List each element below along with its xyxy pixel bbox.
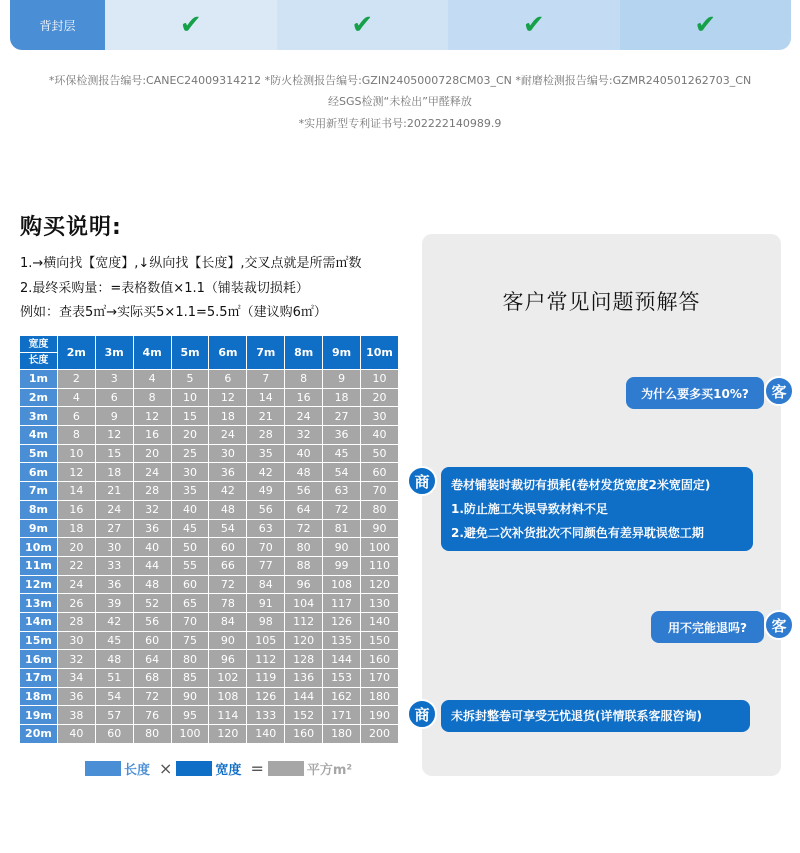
table-cell: 45 xyxy=(171,519,209,538)
table-cell: 136 xyxy=(285,669,323,688)
table-cell: 144 xyxy=(323,650,361,669)
table-cell: 24 xyxy=(285,407,323,426)
table-cell: 25 xyxy=(171,444,209,463)
corner-width-label: 宽度 xyxy=(20,337,57,353)
table-cell: 20 xyxy=(171,426,209,445)
table-cell: 10 xyxy=(361,370,399,389)
table-cell: 90 xyxy=(361,519,399,538)
table-cell: 56 xyxy=(133,612,171,631)
row-header: 12m xyxy=(20,575,58,594)
band-cell xyxy=(620,0,792,50)
row-header: 4m xyxy=(20,426,58,445)
faq-answer-2: 未拆封整卷可享受无忧退货(详情联系客服咨询) xyxy=(441,700,750,732)
table-cell: 27 xyxy=(95,519,133,538)
table-cell: 99 xyxy=(323,556,361,575)
table-cell: 15 xyxy=(95,444,133,463)
table-cell: 126 xyxy=(323,612,361,631)
table-cell: 70 xyxy=(247,538,285,557)
table-cell: 15 xyxy=(171,407,209,426)
table-cell: 30 xyxy=(361,407,399,426)
table-row xyxy=(20,594,399,613)
table-cell: 40 xyxy=(133,538,171,557)
table-cell: 81 xyxy=(323,519,361,538)
table-cell: 119 xyxy=(247,669,285,688)
table-cell: 45 xyxy=(95,631,133,650)
row-header: 9m xyxy=(20,519,58,538)
table-cell: 32 xyxy=(133,500,171,519)
table-cell: 24 xyxy=(57,575,95,594)
corner-length-label: 长度 xyxy=(28,354,49,366)
col-header: 9m xyxy=(323,336,361,370)
table-cell: 49 xyxy=(247,482,285,501)
cert-note-line3: *实用新型专利证书号:202222140989.9 xyxy=(298,117,502,130)
table-cell: 48 xyxy=(285,463,323,482)
check-icon: ✔ xyxy=(351,10,374,40)
table-cell: 9 xyxy=(95,407,133,426)
table-row xyxy=(20,631,399,650)
table-cell: 96 xyxy=(209,650,247,669)
table-row xyxy=(20,687,399,706)
table-cell: 180 xyxy=(361,687,399,706)
table-row xyxy=(20,538,399,557)
table-row xyxy=(20,575,399,594)
table-cell: 60 xyxy=(95,725,133,744)
table-cell: 190 xyxy=(361,706,399,725)
table-cell: 54 xyxy=(323,463,361,482)
table-corner xyxy=(20,336,58,370)
table-cell: 160 xyxy=(285,725,323,744)
table-cell: 28 xyxy=(247,426,285,445)
table-cell: 36 xyxy=(95,575,133,594)
table-cell: 12 xyxy=(57,463,95,482)
table-cell: 60 xyxy=(133,631,171,650)
faq-question-2: 用不完能退吗? xyxy=(651,611,764,643)
table-cell: 64 xyxy=(133,650,171,669)
table-cell: 40 xyxy=(57,725,95,744)
table-cell: 14 xyxy=(247,388,285,407)
col-header: 5m xyxy=(171,336,209,370)
band-label: 背封层 xyxy=(10,0,105,50)
table-cell: 26 xyxy=(57,594,95,613)
row-header: 8m xyxy=(20,500,58,519)
table-row xyxy=(20,725,399,744)
table-cell: 88 xyxy=(285,556,323,575)
row-header: 18m xyxy=(20,687,58,706)
col-header: 4m xyxy=(133,336,171,370)
customer-icon: 客 xyxy=(764,610,794,640)
table-cell: 135 xyxy=(323,631,361,650)
table-cell: 108 xyxy=(323,575,361,594)
table-cell: 7 xyxy=(247,370,285,389)
table-row xyxy=(20,706,399,725)
table-cell: 6 xyxy=(57,407,95,426)
table-cell: 133 xyxy=(247,706,285,725)
table-cell: 160 xyxy=(361,650,399,669)
table-row xyxy=(20,407,399,426)
table-cell: 50 xyxy=(171,538,209,557)
table-cell: 12 xyxy=(209,388,247,407)
table-cell: 30 xyxy=(209,444,247,463)
table-cell: 104 xyxy=(285,594,323,613)
row-header: 10m xyxy=(20,538,58,557)
table-row xyxy=(20,482,399,501)
table-cell: 117 xyxy=(323,594,361,613)
table-cell: 120 xyxy=(209,725,247,744)
row-header: 19m xyxy=(20,706,58,725)
table-row xyxy=(20,519,399,538)
table-cell: 18 xyxy=(57,519,95,538)
table-cell: 64 xyxy=(285,500,323,519)
row-header: 20m xyxy=(20,725,58,744)
table-cell: 77 xyxy=(247,556,285,575)
table-cell: 40 xyxy=(285,444,323,463)
table-cell: 24 xyxy=(95,500,133,519)
table-cell: 170 xyxy=(361,669,399,688)
table-cell: 30 xyxy=(171,463,209,482)
feature-comparison-band xyxy=(10,0,791,50)
table-cell: 150 xyxy=(361,631,399,650)
legend-equals: = xyxy=(250,759,264,778)
table-cell: 36 xyxy=(57,687,95,706)
table-cell: 20 xyxy=(361,388,399,407)
buy-example: 例如：查表5㎡→实际买5×1.1=5.5㎡（建议购6㎡） xyxy=(20,305,327,320)
table-cell: 48 xyxy=(133,575,171,594)
table-cell: 57 xyxy=(95,706,133,725)
table-cell: 80 xyxy=(285,538,323,557)
faq-question-1: 为什么要多买10%? xyxy=(626,377,764,409)
table-cell: 200 xyxy=(361,725,399,744)
faq-title: 客户常见问题预解答 xyxy=(502,290,701,314)
table-cell: 171 xyxy=(323,706,361,725)
table-cell: 65 xyxy=(171,594,209,613)
table-cell: 35 xyxy=(171,482,209,501)
table-cell: 63 xyxy=(323,482,361,501)
table-cell: 80 xyxy=(361,500,399,519)
row-header: 17m xyxy=(20,669,58,688)
table-cell: 42 xyxy=(209,482,247,501)
table-row xyxy=(20,370,399,389)
table-cell: 98 xyxy=(247,612,285,631)
table-row xyxy=(20,669,399,688)
table-cell: 72 xyxy=(285,519,323,538)
table-cell: 162 xyxy=(323,687,361,706)
row-header: 15m xyxy=(20,631,58,650)
table-cell: 8 xyxy=(133,388,171,407)
table-cell: 36 xyxy=(209,463,247,482)
row-header: 3m xyxy=(20,407,58,426)
table-cell: 72 xyxy=(323,500,361,519)
legend-area: 平方m² xyxy=(306,763,353,778)
table-cell: 105 xyxy=(247,631,285,650)
table-cell: 24 xyxy=(133,463,171,482)
table-cell: 60 xyxy=(171,575,209,594)
table-cell: 72 xyxy=(133,687,171,706)
table-cell: 40 xyxy=(361,426,399,445)
width-swatch xyxy=(176,761,212,776)
table-cell: 110 xyxy=(361,556,399,575)
table-row xyxy=(20,463,399,482)
table-cell: 8 xyxy=(57,426,95,445)
table-cell: 95 xyxy=(171,706,209,725)
table-cell: 8 xyxy=(285,370,323,389)
table-cell: 112 xyxy=(285,612,323,631)
table-cell: 24 xyxy=(209,426,247,445)
table-cell: 55 xyxy=(171,556,209,575)
table-cell: 84 xyxy=(247,575,285,594)
col-header: 3m xyxy=(95,336,133,370)
table-header-row xyxy=(20,336,399,370)
table-cell: 16 xyxy=(133,426,171,445)
table-cell: 18 xyxy=(95,463,133,482)
table-cell: 70 xyxy=(361,482,399,501)
row-header: 7m xyxy=(20,482,58,501)
table-cell: 48 xyxy=(95,650,133,669)
table-cell: 30 xyxy=(57,631,95,650)
col-header: 6m xyxy=(209,336,247,370)
table-cell: 80 xyxy=(133,725,171,744)
table-cell: 38 xyxy=(57,706,95,725)
table-cell: 28 xyxy=(133,482,171,501)
area-swatch xyxy=(268,761,304,776)
legend-width: 宽度 xyxy=(215,763,242,778)
table-cell: 6 xyxy=(95,388,133,407)
table-cell: 75 xyxy=(171,631,209,650)
table-cell: 54 xyxy=(95,687,133,706)
table-cell: 102 xyxy=(209,669,247,688)
cert-note-line1: *环保检测报告编号:CANEC24009314212 *防火检测报告编号:GZIN2405000728CM03_CN *耐磨检测报告编号:GZMR240501262703_CN xyxy=(48,74,752,87)
table-cell: 12 xyxy=(95,426,133,445)
table-cell: 72 xyxy=(209,575,247,594)
merchant-icon: 商 xyxy=(407,466,437,496)
table-cell: 100 xyxy=(361,538,399,557)
table-cell: 52 xyxy=(133,594,171,613)
table-cell: 90 xyxy=(323,538,361,557)
table-cell: 12 xyxy=(133,407,171,426)
table-cell: 66 xyxy=(209,556,247,575)
table-cell: 140 xyxy=(247,725,285,744)
row-header: 13m xyxy=(20,594,58,613)
row-header: 6m xyxy=(20,463,58,482)
table-cell: 40 xyxy=(171,500,209,519)
check-icon: ✔ xyxy=(522,10,545,40)
table-row xyxy=(20,650,399,669)
table-cell: 84 xyxy=(209,612,247,631)
faq-answer-1 xyxy=(441,467,753,551)
table-cell: 56 xyxy=(285,482,323,501)
table-cell: 130 xyxy=(361,594,399,613)
table-row xyxy=(20,556,399,575)
table-cell: 128 xyxy=(285,650,323,669)
table-row xyxy=(20,426,399,445)
table-cell: 42 xyxy=(95,612,133,631)
legend-times: × xyxy=(159,759,173,778)
band-cell xyxy=(105,0,277,50)
table-cell: 18 xyxy=(323,388,361,407)
table-cell: 68 xyxy=(133,669,171,688)
table-cell: 4 xyxy=(133,370,171,389)
table-cell: 180 xyxy=(323,725,361,744)
col-header: 10m xyxy=(361,336,399,370)
answer-1-line-2: 1.防止施工失误导致材料不足 xyxy=(451,502,608,516)
customer-icon: 客 xyxy=(764,376,794,406)
buy-rule-1: 1.→横向找【宽度】,↓纵向找【长度】,交叉点就是所需㎡数 xyxy=(20,256,362,271)
table-cell: 21 xyxy=(247,407,285,426)
table-row xyxy=(20,388,399,407)
table-cell: 85 xyxy=(171,669,209,688)
table-cell: 10 xyxy=(171,388,209,407)
col-header: 8m xyxy=(285,336,323,370)
table-cell: 140 xyxy=(361,612,399,631)
table-cell: 3 xyxy=(95,370,133,389)
table-body xyxy=(20,370,399,744)
table-cell: 6 xyxy=(209,370,247,389)
table-cell: 35 xyxy=(247,444,285,463)
table-cell: 14 xyxy=(57,482,95,501)
table-cell: 70 xyxy=(171,612,209,631)
check-icon: ✔ xyxy=(179,10,202,40)
cert-note-line2: 经SGS检测“未检出”甲醛释放 xyxy=(328,95,472,108)
table-cell: 76 xyxy=(133,706,171,725)
merchant-icon: 商 xyxy=(407,699,437,729)
table-cell: 48 xyxy=(209,500,247,519)
table-cell: 21 xyxy=(95,482,133,501)
table-row xyxy=(20,500,399,519)
check-icon: ✔ xyxy=(694,10,717,40)
table-cell: 60 xyxy=(361,463,399,482)
table-cell: 18 xyxy=(209,407,247,426)
row-header: 11m xyxy=(20,556,58,575)
faq-panel xyxy=(414,234,787,776)
legend-length: 长度 xyxy=(124,763,151,778)
table-cell: 90 xyxy=(209,631,247,650)
table-cell: 45 xyxy=(323,444,361,463)
row-header: 1m xyxy=(20,370,58,389)
table-row xyxy=(20,444,399,463)
row-header: 16m xyxy=(20,650,58,669)
table-cell: 144 xyxy=(285,687,323,706)
table-cell: 100 xyxy=(171,725,209,744)
row-header: 2m xyxy=(20,388,58,407)
answer-1-line-3: 2.避免二次补货批次不同颜色有差异耽误您工期 xyxy=(451,526,704,540)
table-cell: 56 xyxy=(247,500,285,519)
table-cell: 91 xyxy=(247,594,285,613)
table-cell: 5 xyxy=(171,370,209,389)
table-cell: 50 xyxy=(361,444,399,463)
table-cell: 30 xyxy=(95,538,133,557)
table-cell: 20 xyxy=(57,538,95,557)
buy-rule-2: 2.最终采购量：=表格数值×1.1（铺装裁切损耗） xyxy=(20,281,309,296)
table-cell: 4 xyxy=(57,388,95,407)
table-cell: 63 xyxy=(247,519,285,538)
table-cell: 36 xyxy=(323,426,361,445)
buy-instructions-title: 购买说明: xyxy=(20,215,122,240)
table-cell: 33 xyxy=(95,556,133,575)
table-cell: 27 xyxy=(323,407,361,426)
table-cell: 126 xyxy=(247,687,285,706)
table-cell: 152 xyxy=(285,706,323,725)
col-header: 2m xyxy=(57,336,95,370)
table-cell: 78 xyxy=(209,594,247,613)
table-cell: 112 xyxy=(247,650,285,669)
table-cell: 22 xyxy=(57,556,95,575)
table-cell: 32 xyxy=(285,426,323,445)
area-lookup-table xyxy=(19,335,399,744)
table-cell: 108 xyxy=(209,687,247,706)
table-cell: 153 xyxy=(323,669,361,688)
col-header: 7m xyxy=(247,336,285,370)
table-cell: 80 xyxy=(171,650,209,669)
table-cell: 10 xyxy=(57,444,95,463)
table-cell: 114 xyxy=(209,706,247,725)
table-cell: 2 xyxy=(57,370,95,389)
table-cell: 28 xyxy=(57,612,95,631)
table-cell: 60 xyxy=(209,538,247,557)
table-cell: 16 xyxy=(57,500,95,519)
table-cell: 90 xyxy=(171,687,209,706)
table-cell: 39 xyxy=(95,594,133,613)
row-header: 14m xyxy=(20,612,58,631)
length-swatch xyxy=(85,761,121,776)
table-cell: 96 xyxy=(285,575,323,594)
table-cell: 54 xyxy=(209,519,247,538)
table-cell: 20 xyxy=(133,444,171,463)
table-cell: 42 xyxy=(247,463,285,482)
table-cell: 44 xyxy=(133,556,171,575)
table-row xyxy=(20,612,399,631)
band-cell xyxy=(448,0,620,50)
table-cell: 16 xyxy=(285,388,323,407)
table-cell: 120 xyxy=(285,631,323,650)
row-header: 5m xyxy=(20,444,58,463)
table-cell: 32 xyxy=(57,650,95,669)
table-cell: 34 xyxy=(57,669,95,688)
table-legend xyxy=(85,759,357,778)
table-cell: 51 xyxy=(95,669,133,688)
answer-1-line-1: 卷材铺装时裁切有损耗(卷材发货宽度2米宽固定) xyxy=(451,478,711,492)
table-cell: 120 xyxy=(361,575,399,594)
table-cell: 36 xyxy=(133,519,171,538)
band-cell xyxy=(277,0,449,50)
table-cell: 9 xyxy=(323,370,361,389)
